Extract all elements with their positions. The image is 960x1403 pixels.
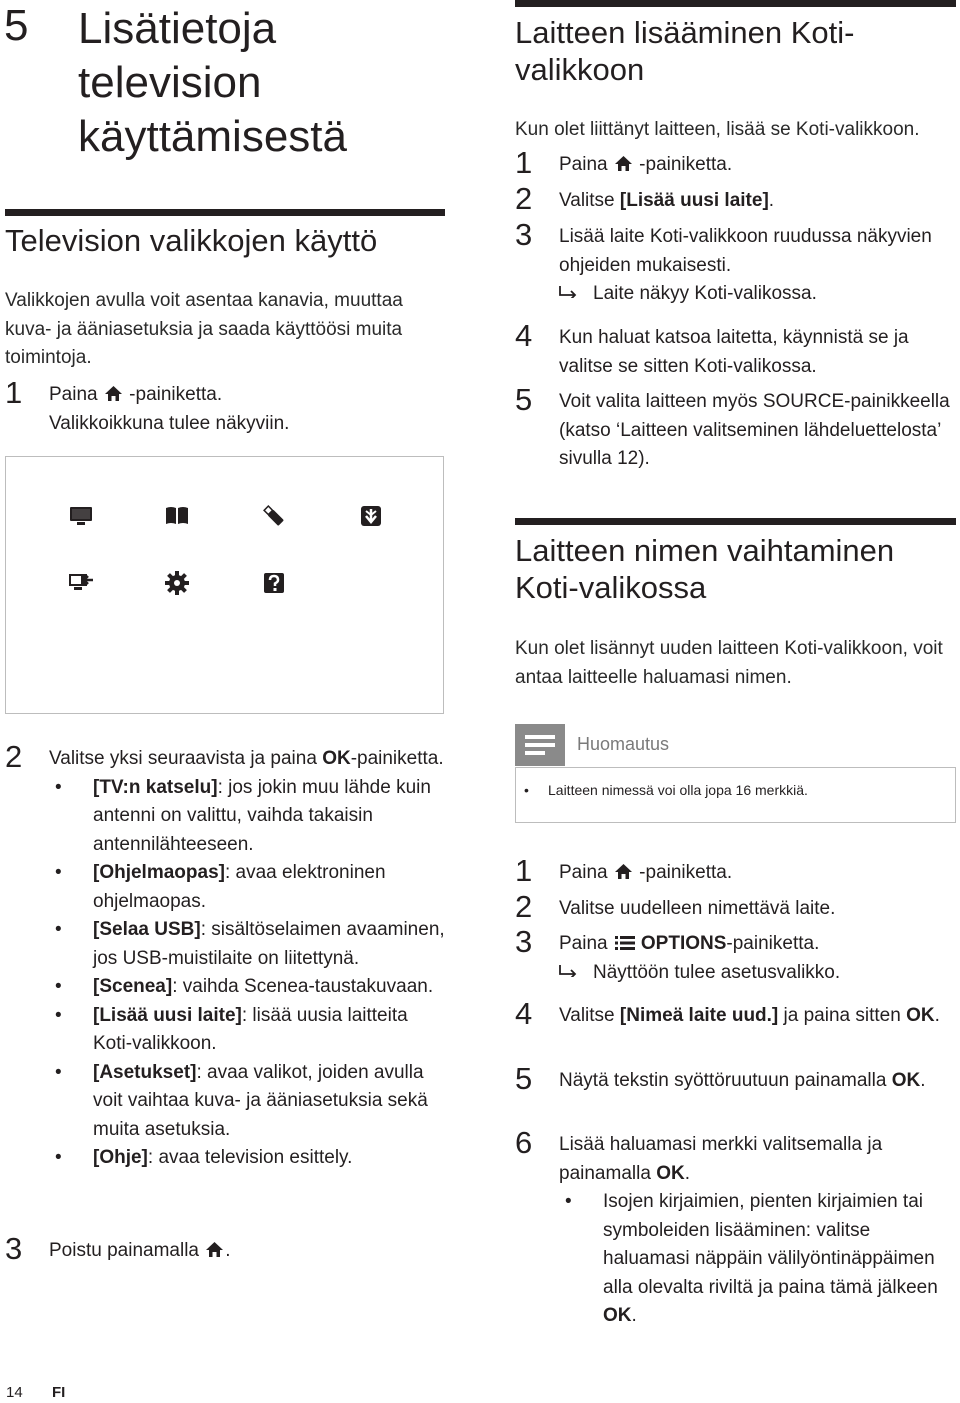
add-device-step-1: 1 Paina -painiketta. bbox=[515, 145, 733, 180]
language-code: FI bbox=[52, 1384, 66, 1401]
step-number: 3 bbox=[515, 924, 533, 959]
page-number: 14 bbox=[6, 1384, 23, 1401]
menu-options-list bbox=[5, 774, 445, 1173]
result-arrow-icon bbox=[559, 286, 579, 298]
rename-step-4: 4 Valitse [Nimeä laite uud.] ja paina sitten OK. bbox=[515, 996, 940, 1031]
list-item: • [TV:n katselu]: jos jokin muu lähde kuin antenni on valittu, vaihda takaisin antennilähteeseen. bbox=[5, 774, 445, 860]
add-device-step-3: 3 Lisää laite Koti-valikkoon ruudussa näkyvien ohjeiden mukaisesti. Laite näkyy Koti-valikossa. bbox=[515, 217, 932, 304]
usb-icon bbox=[261, 503, 287, 529]
tv-icon bbox=[68, 503, 94, 529]
book-icon bbox=[164, 503, 190, 529]
note-icon bbox=[515, 724, 565, 766]
step-number: 3 bbox=[5, 1231, 23, 1266]
add-device-step-5: 5 Voit valita laitteen myös SOURCE-painikkeella (katso ‘Laitteen valitseminen lähdeluettelosta’ sivulla 12). bbox=[515, 382, 950, 469]
step-number: 5 bbox=[515, 382, 533, 417]
home-icon bbox=[206, 1242, 223, 1257]
note-box bbox=[515, 767, 956, 823]
list-item: • [Asetukset]: avaa valikot, joiden avulla voit vaihtaa kuva- ja ääniasetuksia sekä muita asetuksia. bbox=[5, 1059, 445, 1145]
home-icon bbox=[105, 386, 122, 401]
step-number: 3 bbox=[515, 217, 533, 252]
rename-intro: Kun olet lisännyt uuden laitteen Koti-valikkoon, voit antaa laitteelle haluamasi nimen. bbox=[515, 638, 943, 688]
note-header bbox=[515, 724, 956, 766]
rename-step-5: 5 Näytä tekstin syöttöruutuun painamalla OK. bbox=[515, 1061, 926, 1096]
step-number: 2 bbox=[5, 739, 23, 774]
add-device-step-4: 4 Kun haluat katsoa laitetta, käynnistä se ja valitse se sitten Koti-valikossa. bbox=[515, 318, 909, 377]
rename-heading: Laitteen nimen vaihtaminen Koti-valikossa bbox=[515, 533, 895, 605]
options-icon bbox=[615, 936, 635, 950]
list-item: • Isojen kirjaimien, pienten kirjaimien tai symboleiden lisääminen: valitse haluamasi näppäin välilyöntinäppäimen alla olevalta riviltä ja paina tämä jälkeen OK. bbox=[515, 1188, 956, 1331]
menus-step-3: 3 Poistu painamalla . bbox=[5, 1231, 231, 1266]
menus-step-1-result: Valikkoikkuna tulee näkyviin. bbox=[49, 412, 290, 434]
rename-step-2: 2 Valitse uudelleen nimettävä laite. bbox=[515, 889, 836, 924]
add-device-icon bbox=[68, 570, 94, 596]
step-number: 5 bbox=[515, 1061, 533, 1096]
rename-step-3: 3 Paina OPTIONS-painiketta. Näyttöön tulee asetusvalikko. bbox=[515, 924, 841, 983]
step-number: 2 bbox=[515, 889, 533, 924]
menus-intro: Valikkojen avulla voit asentaa kanavia, muuttaa kuva- ja ääniasetuksia ja saada käyttöösi muita toimintoja. bbox=[5, 290, 403, 368]
list-item: • [Scenea]: vaihda Scenea-taustakuvaan. bbox=[5, 973, 445, 1002]
section-rule bbox=[515, 518, 956, 525]
add-device-step-2: 2 Valitse [Lisää uusi laite]. bbox=[515, 181, 775, 216]
step-number: 6 bbox=[515, 1125, 533, 1160]
list-item: • [Ohjelmaopas]: avaa elektroninen ohjelmaopas. bbox=[5, 859, 445, 916]
note-text: • Laitteen nimessä voi olla jopa 16 merkkiä. bbox=[516, 780, 955, 800]
step-number: 4 bbox=[515, 318, 533, 353]
menus-heading: Television valikkojen käyttö bbox=[5, 223, 378, 258]
home-icon bbox=[615, 864, 632, 879]
rename-step-6: 6 Lisää haluamasi merkki valitsemalla ja painamalla OK. • Isojen kirjaimien, pienten kirjaimien tai symboleiden lisääminen: valitse haluamasi näppäin välilyöntinäppäimen alla olevalta riviltä ja paina tämä jälkeen OK. bbox=[515, 1131, 956, 1331]
step-number: 1 bbox=[515, 145, 533, 180]
ok-label: OK bbox=[322, 748, 351, 769]
menus-step-1: 1 Paina -painiketta. Valikkoikkuna tulee näkyviin. bbox=[5, 375, 290, 434]
list-item: • [Selaa USB]: sisältöselaimen avaaminen, jos USB-muistilaite on liitettynä. bbox=[5, 916, 445, 973]
menus-step-2: 2 Valitse yksi seuraavista ja paina OK-painiketta. • [TV:n katselu]: jos jokin muu lähde kuin antenni on valittu, vaihda takaisin antennilähteeseen. • [Ohjelmaopas]: avaa elektroninen ohjelmaopas. • [Selaa USB]: sisältöselaimen avaaminen, jos USB-muistilaite on liitettynä. • [Scenea]: vaihda Scenea-taustakuvaan. • [Lisää uusi laite]: lisää uusia laitteita Koti-valikkoon. • [Asetukset]: avaa valikot, joiden avulla voit vaihtaa kuva- ja ääniasetuksia sekä muita asetuksia. • [Ohje]: avaa television esittely. bbox=[5, 745, 445, 1173]
step-number: 2 bbox=[515, 181, 533, 216]
result-arrow-icon bbox=[559, 965, 579, 977]
scenea-icon bbox=[358, 503, 384, 529]
step-number: 4 bbox=[515, 996, 533, 1031]
add-device-intro: Kun olet liittänyt laitteen, lisää se Koti-valikkoon. bbox=[515, 119, 920, 140]
list-item: • [Ohje]: avaa television esittely. bbox=[5, 1144, 445, 1173]
rename-step-1: 1 Paina -painiketta. bbox=[515, 853, 733, 888]
note-title: Huomautus bbox=[577, 734, 670, 754]
section-rule bbox=[5, 209, 445, 216]
step-number: 1 bbox=[5, 375, 23, 410]
home-menu-illustration bbox=[5, 456, 444, 714]
list-item: • [Lisää uusi laite]: lisää uusia laitteita Koti-valikkoon. bbox=[5, 1002, 445, 1059]
help-icon bbox=[261, 570, 287, 596]
home-icon bbox=[615, 156, 632, 171]
chapter-number: 5 bbox=[4, 1, 29, 50]
gear-icon bbox=[164, 570, 190, 596]
step-number: 1 bbox=[515, 853, 533, 888]
add-device-heading: Laitteen lisääminen Koti-valikkoon bbox=[515, 15, 855, 87]
section-rule bbox=[515, 0, 956, 7]
chapter-title: Lisätietoja television käyttämisestä bbox=[78, 4, 347, 161]
